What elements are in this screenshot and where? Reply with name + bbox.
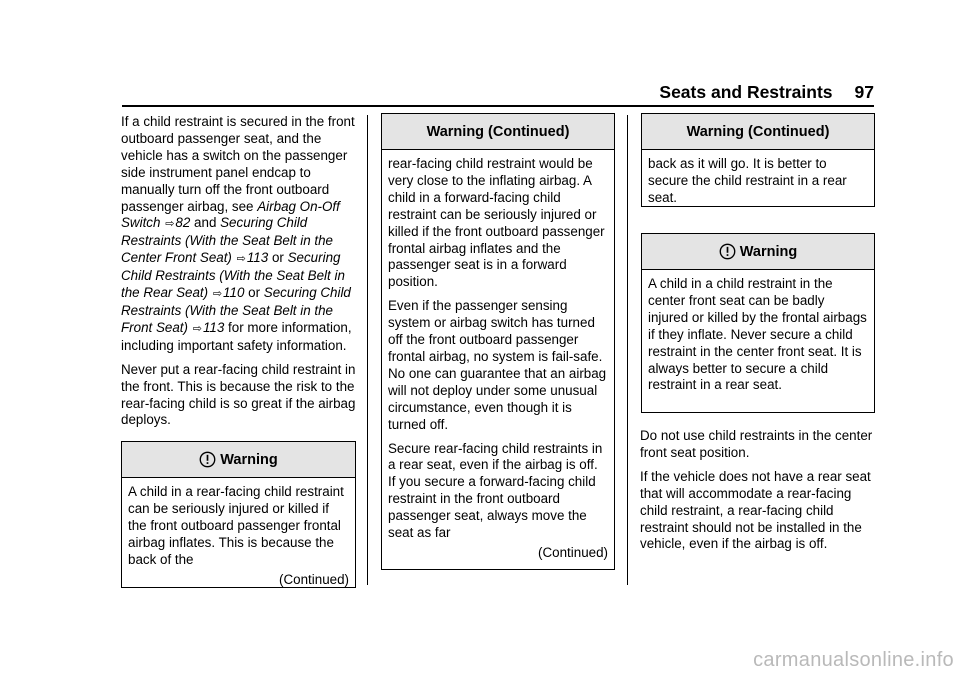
warning-box-col1 [121, 441, 356, 588]
page-ref[interactable]: 82 [175, 215, 191, 231]
watermark: carmanualsonline.info [753, 649, 954, 671]
warning-icon [199, 451, 216, 468]
warning-continued-body: rear-facing child restraint would be very close to the inflating airbag. A child in a forward-facing child restraint can be seriously injured or killed if the front outboard passenger frontal airbag inflates and the passenger seat is in a forward position. Even if the passenger sensing system or airbag switch has turned off the front outboard passenger frontal airbag, no system is fail-safe. No one can guarantee that an airbag will not deploy under some unusual circumstance, even though it is turned off. Secure rear-facing child restraints in a rear seat, even if the airbag is off. If you secure a forward-facing child restraint in the front outboard passenger seat, always move the seat as far (Continued) [388, 156, 608, 560]
link-securing-center-front[interactable]: Securing Child Restraints (With the Seat Belt in the Center Front Seat) [121, 215, 333, 266]
warning-continued-box-col2 [381, 113, 615, 570]
link-airbag-on-off-switch[interactable]: Airbag On-Off Switch [121, 198, 340, 231]
section-title: Seats and Restraints [659, 82, 833, 102]
page-ref[interactable]: 113 [202, 319, 225, 335]
page-ref-icon: ⇨ [165, 218, 175, 231]
warning-box-col3 [641, 233, 875, 413]
col1-paragraph-1: If a child restraint is secured in the front outboard passenger seat, and the vehicle has a switch on the passenger side instrument panel endcap to manually turn off the front outboard passenger airbag, see Airbag On-Off Switch ⇨82 and Securing Child Restraints (With the Seat Belt in the Center Front Seat) ⇨113 or Securing Child Restraints (With the Seat Belt in the Rear Seat) ⇨110 or Securing Child Restraints (With the Seat Belt in the Front Seat) ⇨113 for more information, including important safety information. [121, 114, 355, 353]
continued-label: (Continued) [279, 571, 349, 587]
page-ref-icon: ⇨ [192, 322, 202, 335]
column-divider-2 [627, 115, 628, 585]
warning-header [122, 442, 355, 478]
warning-body: A child in a child restraint in the center front seat can be badly injured or killed by the frontal airbags if they inflate. Never secure a child restraint in the center front seat. It is always better to secure a child restraint in a rear seat. [648, 276, 867, 393]
page-header [659, 82, 874, 103]
col3-paragraph-2: If the vehicle does not have a rear seat that will accommodate a rear-facing child restraint, a rear-facing child restraint should not be installed in the vehicle, even if the airbag is off. [640, 468, 871, 552]
link-securing-front-seat[interactable]: Securing Child Restraints (With the Seat Belt in the Front Seat) [121, 285, 351, 335]
warning-continued-box-col3 [641, 113, 875, 207]
page-ref[interactable]: 110 [223, 285, 245, 301]
warning-continued-body: back as it will go. It is better to secure the child restraint in a rear seat. [648, 156, 847, 205]
warning-header [642, 234, 874, 270]
col1-paragraph-2: Never put a rear-facing child restraint in the front. This is because the risk to the rear-facing child is so great if the airbag deploys. [121, 361, 356, 428]
continued-label: (Continued) [538, 544, 608, 560]
page-ref-icon: ⇨ [212, 288, 223, 301]
warning-icon [719, 243, 736, 260]
page-number: 97 [854, 82, 874, 102]
warning-title: Warning [739, 243, 798, 260]
column-divider-1 [367, 115, 368, 585]
warning-title: Warning [220, 451, 278, 468]
link-securing-rear-seat[interactable]: Securing Child Restraints (With the Seat Belt in the Rear Seat) [121, 250, 345, 301]
column-1 [121, 114, 356, 436]
col3-paragraph-1: Do not use child restraints in the center front seat position. [640, 428, 873, 460]
warning-body: A child in a rear-facing child restraint can be seriously injured or killed if the front outboard passenger frontal airbag inflates. This is because the back of the (Continued) [128, 484, 349, 587]
page-ref[interactable]: 113 [246, 250, 269, 266]
column-3-text [640, 428, 878, 560]
page-ref-icon: ⇨ [236, 253, 246, 266]
warning-continued-header: Warning (Continued) [382, 114, 614, 150]
header-rule [122, 105, 874, 107]
warning-continued-header: Warning (Continued) [642, 114, 874, 150]
